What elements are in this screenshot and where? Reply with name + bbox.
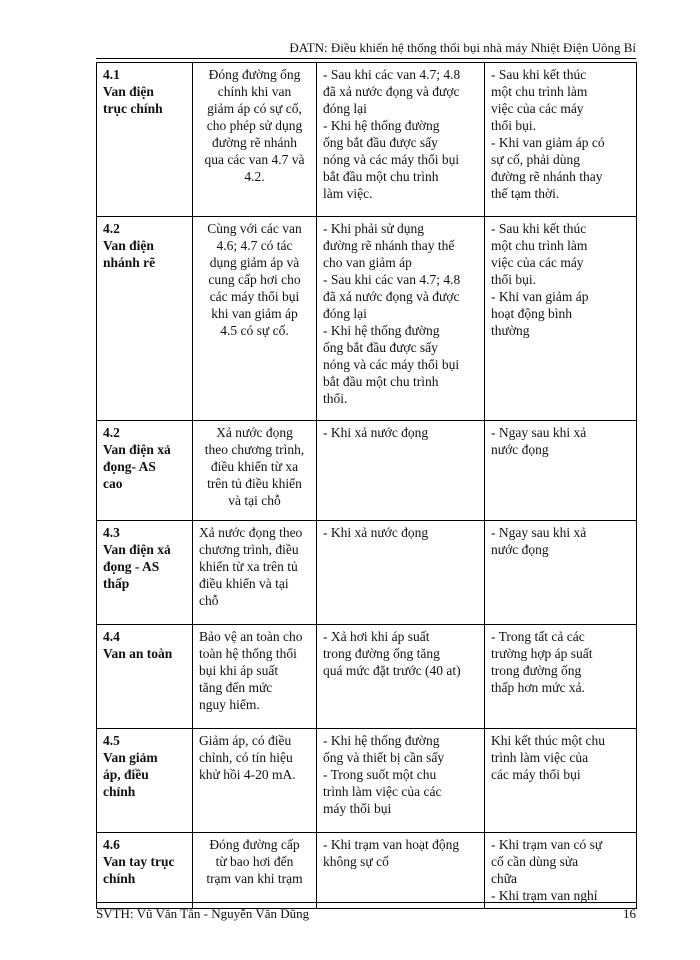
table-row [97,625,637,729]
valve-function-cell: Giảm áp, có điều chỉnh, có tín hiệu khử hồi 4-20 mA. [193,729,317,833]
valve-open-cell: - Khi xả nước đọng [317,421,485,521]
valve-open-cell: - Khi phải sử dụng đường rẽ nhánh thay thế cho van giảm áp - Sau khi các van 4.7; 4.8 đã xả nước đọng và được đóng lại - Khi hệ thống đường ống bắt đầu được sấy nóng và các máy thổi bụi bắt đầu một chu trình thổi. [317,217,485,421]
table-row [97,521,637,625]
table-row [97,421,637,521]
valve-open-cell: - Khi hệ thống đường ống và thiết bị cần sấy - Trong suốt một chu trình làm việc của các máy thổi bụi [317,729,485,833]
footer-authors: SVTH: Vũ Văn Tân - Nguyễn Văn Dũng [96,906,310,921]
valve-name-cell: 4.2 Van điện nhánh rẽ [97,217,193,421]
table-row [97,729,637,833]
valve-open-cell: - Xả hơi khi áp suất trong đường ống tăng quá mức đặt trước (40 at) [317,625,485,729]
valve-table [96,62,637,909]
table-row [97,833,637,909]
valve-close-cell: Khi kết thúc một chu trình làm việc của các máy thổi bụi [485,729,637,833]
valve-close-cell: - Trong tất cả các trường hợp áp suất trong đường ống thấp hơn mức xả. [485,625,637,729]
header-rule [96,58,636,59]
valve-open-cell: - Khi trạm van hoạt động không sự cố [317,833,485,909]
valve-name-cell: 4.2 Van điện xả đọng- AS cao [97,421,193,521]
table-row [97,217,637,421]
valve-function-cell: Đóng đường ống chính khi van giảm áp có sự cố, cho phép sử dụng đường rẽ nhánh qua các van 4.7 và 4.2. [193,63,317,217]
valve-name-cell: 4.6 Van tay trục chính [97,833,193,909]
valve-name-cell: 4.1 Van điện trục chính [97,63,193,217]
table-row [97,63,637,217]
valve-open-cell: - Khi xả nước đọng [317,521,485,625]
valve-close-cell: - Ngay sau khi xả nước đọng [485,521,637,625]
page-header-title: ĐATN: Điều khiển hệ thống thổi bụi nhà máy Nhiệt Điện Uông Bí [289,40,636,55]
valve-function-cell: Cùng với các van 4.6; 4.7 có tác dụng giảm áp và cung cấp hơi cho các máy thổi bụi khi van giảm áp 4.5 có sự cố. [193,217,317,421]
valve-function-cell: Xả nước đọng theo chương trình, điều khiển từ xa trên tủ điều khiển và tại chỗ [193,421,317,521]
valve-function-cell: Xả nước đọng theo chương trình, điều khiển từ xa trên tủ điều khiển và tại chỗ [193,521,317,625]
footer-rule [96,902,636,903]
valve-function-cell: Đóng đường cấp từ bao hơi đến trạm van khi trạm [193,833,317,909]
valve-name-cell: 4.4 Van an toàn [97,625,193,729]
valve-name-cell: 4.3 Van điện xả đọng - AS thấp [97,521,193,625]
valve-close-cell: - Ngay sau khi xả nước đọng [485,421,637,521]
valve-close-cell: - Sau khi kết thúc một chu trình làm việc của các máy thổi bụi. - Khi van giảm áp hoạt động bình thường [485,217,637,421]
valve-close-cell: - Khi trạm van có sự cố cần dùng sửa chữa - Khi trạm van nghỉ [485,833,637,909]
valve-close-cell: - Sau khi kết thúc một chu trình làm việc của các máy thổi bụi. - Khi van giảm áp có sự cố, phải dùng đường rẽ nhánh thay thế tạm thời. [485,63,637,217]
valve-open-cell: - Sau khi các van 4.7; 4.8 đã xả nước đọng và được đóng lại - Khi hệ thống đường ống bắt đầu được sấy nóng và các máy thổi bụi bắt đầu một chu trình làm việc. [317,63,485,217]
page-number: 16 [623,906,636,921]
valve-function-cell: Bảo vệ an toàn cho toàn hệ thống thổi bụi khi áp suất tăng đến mức nguy hiểm. [193,625,317,729]
valve-name-cell: 4.5 Van giảm áp, điều chỉnh [97,729,193,833]
